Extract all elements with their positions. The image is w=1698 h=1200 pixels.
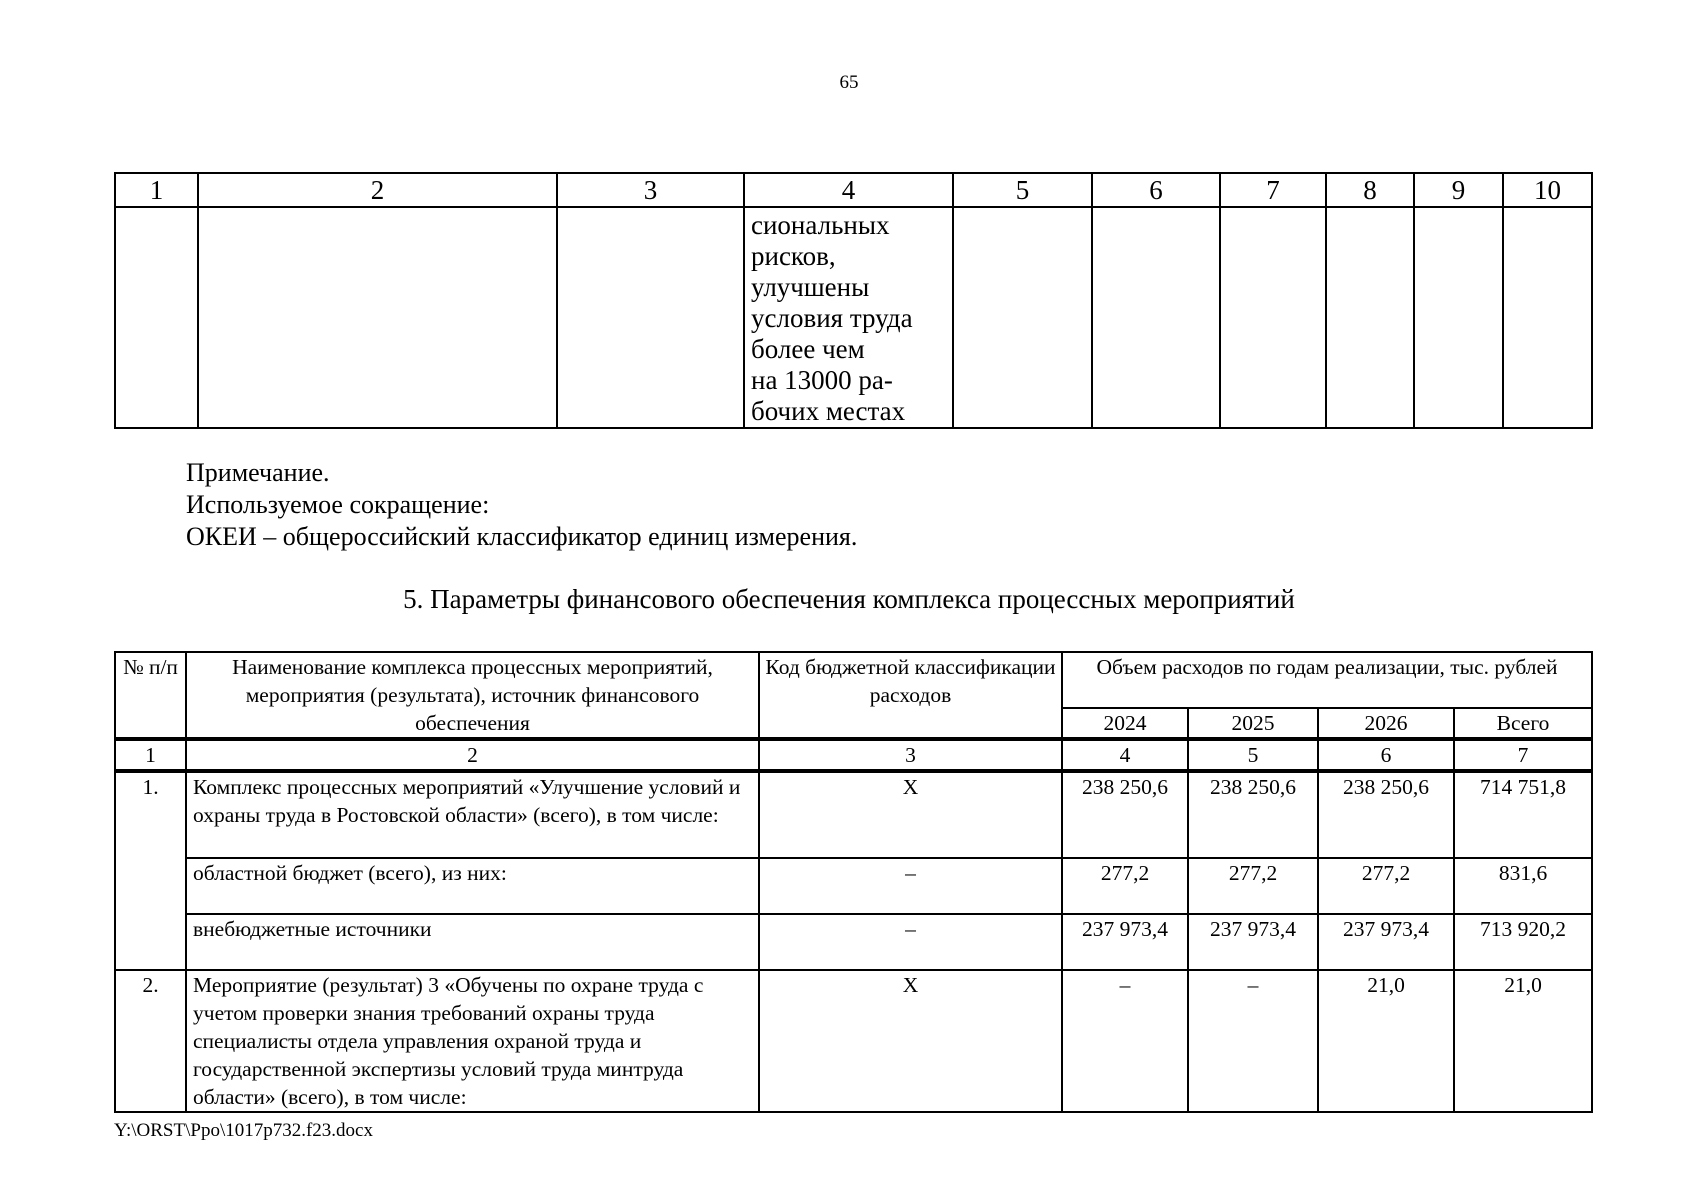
table1-header-cell: 5 bbox=[953, 173, 1092, 207]
column-number: 4 bbox=[1062, 739, 1188, 771]
table1-cell bbox=[1326, 207, 1414, 428]
row-value: 238 250,6 bbox=[1188, 771, 1318, 858]
header-year: 2026 bbox=[1318, 708, 1454, 739]
table1-cell bbox=[557, 207, 744, 428]
row-code: – bbox=[759, 858, 1062, 914]
table1-header-cell: 8 bbox=[1326, 173, 1414, 207]
header-year: 2024 bbox=[1062, 708, 1188, 739]
row-total: 831,6 bbox=[1454, 858, 1592, 914]
table1-header-cell: 9 bbox=[1414, 173, 1503, 207]
row-number: 1. bbox=[115, 771, 186, 970]
row-value: – bbox=[1062, 970, 1188, 1112]
row-name: Мероприятие (результат) 3 «Обучены по охране труда с учетом проверки знания требований охраны труда специалисты отдела управления охраной труда и государственной экспертизы условий труда минтруда области» (всего), в том числе: bbox=[186, 970, 759, 1112]
table1-cell bbox=[953, 207, 1092, 428]
table1-header-row bbox=[115, 173, 1592, 207]
table1-cell bbox=[115, 207, 198, 428]
table-row bbox=[115, 858, 1592, 914]
row-code: – bbox=[759, 914, 1062, 970]
row-value: 277,2 bbox=[1062, 858, 1188, 914]
row-value: 238 250,6 bbox=[1318, 771, 1454, 858]
continuation-table bbox=[114, 172, 1593, 429]
note-line: Используемое сокращение: bbox=[186, 490, 490, 519]
table1-cell bbox=[198, 207, 557, 428]
column-number: 6 bbox=[1318, 739, 1454, 771]
table1-header-cell: 4 bbox=[744, 173, 953, 207]
row-code: Х bbox=[759, 970, 1062, 1112]
row-total: 21,0 bbox=[1454, 970, 1592, 1112]
table1-header-cell: 6 bbox=[1092, 173, 1220, 207]
row-value: – bbox=[1188, 970, 1318, 1112]
header-code: Код бюджетной классификации расходов bbox=[759, 652, 1062, 739]
text-line: условия труда bbox=[751, 303, 913, 333]
note-line: ОКЕИ – общероссийский классификатор единиц измерения. bbox=[186, 522, 858, 551]
header-name: Наименование комплекса процессных мероприятий, мероприятия (результата), источник финансового обеспечения bbox=[186, 652, 759, 739]
financing-table bbox=[114, 651, 1593, 1113]
row-name: внебюджетные источники bbox=[186, 914, 759, 970]
column-number: 1 bbox=[115, 739, 186, 771]
row-value: 277,2 bbox=[1318, 858, 1454, 914]
column-number: 2 bbox=[186, 739, 759, 771]
table1-cell bbox=[1220, 207, 1326, 428]
row-value: 237 973,4 bbox=[1188, 914, 1318, 970]
text-line: бочих местах bbox=[751, 396, 906, 426]
table1-header-cell: 10 bbox=[1503, 173, 1592, 207]
table2-header-row bbox=[115, 652, 1592, 708]
page-number: 65 bbox=[839, 72, 859, 93]
column-number: 7 bbox=[1454, 739, 1592, 771]
table1-header-cell: 3 bbox=[557, 173, 744, 207]
table1-header-cell: 2 bbox=[198, 173, 557, 207]
row-value: 277,2 bbox=[1188, 858, 1318, 914]
row-value: 237 973,4 bbox=[1062, 914, 1188, 970]
note-title: Примечание. bbox=[186, 458, 330, 487]
header-total: Всего bbox=[1454, 708, 1592, 739]
file-path-footer: Y:\ORST\Ppo\1017p732.f23.docx bbox=[114, 1120, 373, 1141]
table1-cell-result-text bbox=[744, 207, 953, 428]
table-row bbox=[115, 970, 1592, 1112]
row-number: 2. bbox=[115, 970, 186, 1112]
header-num: № п/п bbox=[115, 652, 186, 739]
row-name: Комплекс процессных мероприятий «Улучшение условий и охраны труда в Ростовской области» (всего), в том числе: bbox=[186, 771, 759, 858]
table-row bbox=[115, 914, 1592, 970]
table1-header-cell: 1 bbox=[115, 173, 198, 207]
table1-header-cell: 7 bbox=[1220, 173, 1326, 207]
header-volume: Объем расходов по годам реализации, тыс. рублей bbox=[1062, 652, 1592, 708]
section-title: 5. Параметры финансового обеспечения комплекса процессных мероприятий bbox=[403, 584, 1295, 614]
table1-cell bbox=[1092, 207, 1220, 428]
text-line: рисков, bbox=[751, 241, 836, 271]
row-total: 714 751,8 bbox=[1454, 771, 1592, 858]
row-value: 21,0 bbox=[1318, 970, 1454, 1112]
table2-colnum-row bbox=[115, 739, 1592, 771]
row-value: 238 250,6 bbox=[1062, 771, 1188, 858]
row-name: областной бюджет (всего), из них: bbox=[186, 858, 759, 914]
text-line: более чем bbox=[751, 334, 865, 364]
header-year: 2025 bbox=[1188, 708, 1318, 739]
text-line: сиональных bbox=[751, 210, 890, 240]
text-line: на 13000 ра- bbox=[751, 365, 893, 395]
table1-cell bbox=[1503, 207, 1592, 428]
row-code: Х bbox=[759, 771, 1062, 858]
column-number: 3 bbox=[759, 739, 1062, 771]
row-value: 237 973,4 bbox=[1318, 914, 1454, 970]
column-number: 5 bbox=[1188, 739, 1318, 771]
text-line: улучшены bbox=[751, 272, 870, 302]
row-total: 713 920,2 bbox=[1454, 914, 1592, 970]
table1-cell bbox=[1414, 207, 1503, 428]
table-row bbox=[115, 771, 1592, 858]
table1-body-row bbox=[115, 207, 1592, 428]
